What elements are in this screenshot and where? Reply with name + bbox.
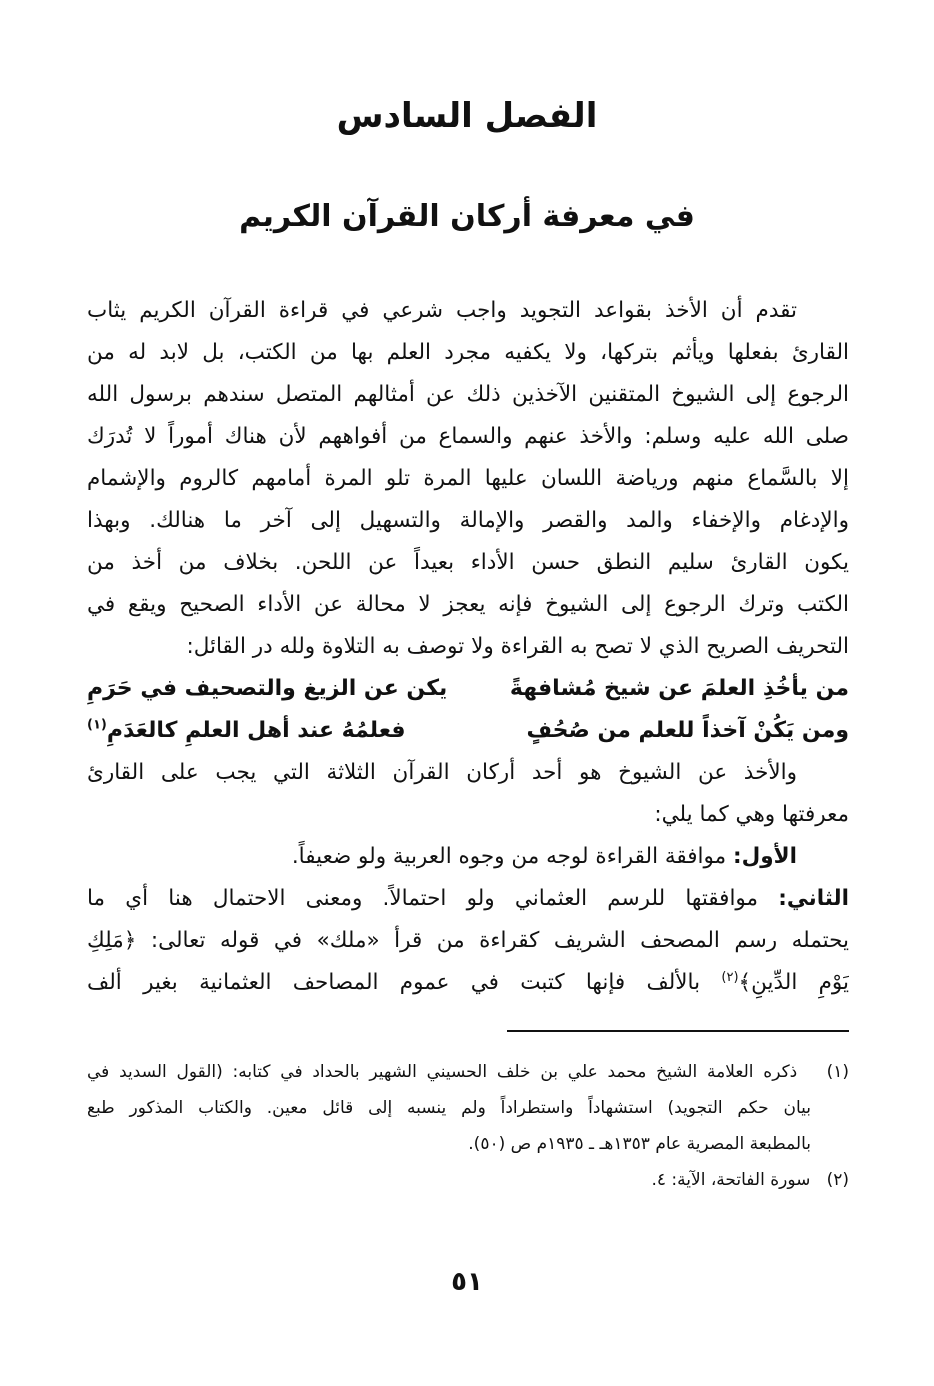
condition-text: موافقة القراءة لوجه من وجوه العربية ولو ضعيفاً. [291,844,727,869]
paragraph-line: والإدغام والإخفاء والمد والقصر والإمالة والتسهيل إلى آخر ما هنالك. وبهذا [87,508,849,533]
footnotes [87,1054,849,1198]
poem-verse [87,710,849,752]
chapter-title: الفصل السادس [336,96,598,136]
paragraph-line: الرجوع إلى الشيوخ المتقنين الآخذين ذلك عن أمثالهم المتصل سندهم برسول الله [87,382,849,407]
condition-label: الثاني: [778,886,849,911]
paragraph-line: الكتب وترك الرجوع إلى الشيوخ فإنه يعجز لا محالة عن الأداء الصحيح ويقع في [87,592,849,617]
paragraph-line: تقدم أن الأخذ بقواعد التجويد واجب شرعي في قراءة القرآن الكريم يثاب [87,298,797,323]
footnote-line [87,1162,849,1198]
paragraph-line: التحريف الصريح الذي لا تصح به القراءة ولا توصف به التلاوة ولله در القائل: [186,634,849,659]
footnote-line: بيان حكم التجويد) استشهاداً واستطراداً ولم ينسبه إلى قائل معين. والكتاب المذكور طبع [87,1098,811,1118]
footnote-separator [507,1030,849,1032]
condition-second [87,878,849,920]
paragraph-line: والأخذ عن الشيوخ هو أحد أركان القرآن الثلاثة التي يجب على القارئ [87,760,797,785]
footnote-text: سورة الفاتحة، الآية: ٤. [651,1170,811,1190]
footnote-ref: (١) [87,717,107,733]
paragraph-line: إلا بالسَّماع منهم ورياضة اللسان عليها المرة تلو المرة أمامهم كالروم والإشمام [87,466,849,491]
condition-label: الأول: [733,844,797,869]
paragraph-line: معرفتها وهي كما يلي: [654,802,849,827]
paragraph-text: بالألف فإنها كتبت في عموم المصاحف العثمانية بغير ألف [87,970,701,995]
poem-hemistich-text: فعلمُهُ عند أهل العلمِ كالعَدَمِ [106,718,406,743]
chapter-subtitle: في معرفة أركان القرآن الكريم [239,199,695,234]
poem-hemistich-second [87,710,406,752]
paragraph-line: صلى الله عليه وسلم: والأخذ عنهم والسماع من أفواههم لأن هناك أموراً لا تُدرَك [87,424,849,449]
footnote-line: بالمطبعة المصرية عام ١٣٥٣هـ ـ ١٩٣٥م ص (٥٠). [468,1134,811,1154]
paragraph-line: يكون القارئ سليم النطق حسن الأداء بعيداً عن اللحن. بخلاف من أخذ من [87,550,849,575]
poem-hemistich-first: من يأخُذِ العلمَ عن شيخ مُشافهةً [509,676,849,701]
footnote-number: (٢) [826,1170,849,1190]
poem-verse [87,668,849,710]
condition-text: موافقتها للرسم العثماني ولو احتمالاً. ومعنى الاحتمال هنا أي ما [87,886,759,911]
footnote-text: ذكره العلامة الشيخ محمد علي بن خلف الحسيني الشهير بالحداد في كتابه: (القول السديد في [87,1062,798,1082]
footnote-number: (١) [826,1062,849,1082]
condition-first [87,836,849,878]
paragraph-line [87,962,849,1004]
poem-hemistich-second: يكن عن الزيغ والتصحيف في حَرَمِ [87,676,448,701]
footnote-line [87,1054,849,1090]
page-number: ٥١ [451,1267,483,1297]
paragraph-line: القارئ بفعلها ويأثم بتركها، ولا يكفيه مجرد العلم بها من الكتب، بل لابد له من [87,340,849,365]
quran-quote: يَوْمِ الدِّينِ﴾ [738,970,849,995]
paragraph-line: يحتمله رسم المصحف الشريف كقراءة من قرأ «ملك» في قوله تعالى: ﴿مَلِكِ [87,928,849,953]
footnote-ref: (٢) [721,969,739,985]
main-text [87,290,849,1004]
poem-hemistich-first: ومن يَكُنْ آخذاً للعلم من صُحُفٍ [526,718,849,743]
